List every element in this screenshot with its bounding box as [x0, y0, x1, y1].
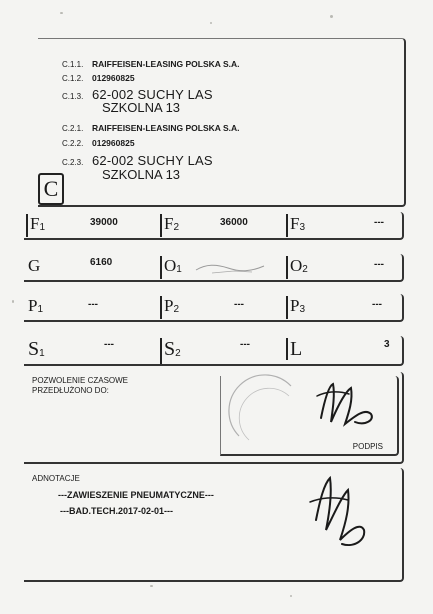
- value-f1: 39000: [90, 217, 118, 228]
- label-g: G: [28, 256, 41, 275]
- permit-label-line2: PRZEDŁUŻONO DO:: [32, 386, 109, 395]
- label-f3: $F_3$: [286, 214, 305, 237]
- row-f: [24, 212, 404, 240]
- annotations-block: [24, 468, 404, 582]
- field-c22: [62, 138, 135, 148]
- field-c23: [62, 153, 213, 168]
- value-f2: 36000: [220, 217, 248, 228]
- field-c11: [62, 59, 240, 69]
- field-value: 012960825: [92, 138, 135, 148]
- value-o2: ---: [374, 259, 384, 270]
- row-g: [24, 254, 404, 282]
- paper-speck: [12, 300, 14, 303]
- signature-label: PODPIS: [352, 442, 383, 451]
- permit-label: [32, 376, 152, 396]
- paper-speck: [330, 15, 333, 18]
- handwritten-signature-mark: [302, 470, 372, 560]
- label-p1: $P_1$: [28, 296, 44, 315]
- scribble-mark: [194, 260, 268, 276]
- value-g: 6160: [90, 257, 113, 268]
- handwritten-signature-mark: [311, 378, 381, 434]
- cell-o2: [284, 254, 402, 280]
- field-code: C.1.1.: [62, 60, 84, 69]
- field-value: 012960825: [92, 73, 135, 83]
- field-code: C.2.2.: [62, 139, 84, 148]
- field-code: C.2.1.: [62, 124, 84, 133]
- label-f1: $F_1$: [26, 214, 45, 237]
- row-s: [24, 336, 404, 366]
- field-code: C.2.3.: [62, 158, 84, 167]
- paper-speck: [290, 595, 292, 597]
- value-p1: ---: [88, 299, 98, 310]
- label-o1: $O_1$: [160, 256, 182, 279]
- value-s1: ---: [104, 339, 114, 350]
- label-f2: $F_2$: [160, 214, 179, 237]
- cell-p1: [24, 294, 150, 320]
- cell-s2: [158, 336, 278, 364]
- user-street: SZKOLNA 13: [102, 167, 181, 182]
- cell-s1: [24, 336, 150, 364]
- annotations-label: ADNOTACJE: [32, 474, 80, 483]
- label-l: L: [286, 338, 302, 360]
- value-f3: ---: [374, 217, 384, 228]
- value-s2: ---: [240, 339, 250, 350]
- value-l: 3: [384, 339, 390, 350]
- value-p3: ---: [372, 299, 382, 310]
- paper-speck: [210, 22, 212, 24]
- section-c-label: C: [38, 173, 64, 205]
- annotation-line-1: ---ZAWIESZENIE PNEUMATYCZNE---: [58, 490, 214, 500]
- field-code: C.1.3.: [62, 92, 84, 101]
- field-value: 62-002 SUCHY LAS: [92, 153, 213, 168]
- temporary-permit-block: [24, 372, 404, 464]
- cell-f2: [158, 212, 278, 238]
- field-c12: [62, 73, 135, 83]
- signature-box: [220, 376, 399, 456]
- label-s1: $S_1$: [28, 338, 45, 360]
- cell-p2: [158, 294, 278, 320]
- paper-speck: [150, 585, 153, 587]
- field-c21: [62, 123, 240, 133]
- cell-g: [24, 254, 150, 280]
- cell-f1: [24, 212, 150, 238]
- paper-speck: [60, 12, 63, 14]
- field-value: 62-002 SUCHY LAS: [92, 87, 213, 102]
- field-value: RAIFFEISEN-LEASING POLSKA S.A.: [92, 59, 240, 69]
- cell-o1: [158, 254, 278, 280]
- cell-f3: [284, 212, 402, 238]
- field-value: RAIFFEISEN-LEASING POLSKA S.A.: [92, 123, 240, 133]
- label-s2: $S_2$: [160, 338, 181, 364]
- section-c-box: [38, 38, 406, 207]
- cell-p3: [284, 294, 402, 320]
- label-o2: $O_2$: [286, 256, 308, 279]
- field-code: C.1.2.: [62, 74, 84, 83]
- owner-street: SZKOLNA 13: [102, 100, 181, 115]
- label-p3: $P_3$: [286, 296, 305, 319]
- cell-l: [284, 336, 402, 364]
- annotation-line-2: ---BAD.TECH.2017-02-01---: [60, 506, 174, 516]
- stamp-circle-mark: [231, 380, 311, 450]
- label-p2: $P_2$: [160, 296, 179, 319]
- permit-label-line1: POZWOLENIE CZASOWE: [32, 376, 129, 385]
- value-p2: ---: [234, 299, 244, 310]
- row-p: [24, 294, 404, 322]
